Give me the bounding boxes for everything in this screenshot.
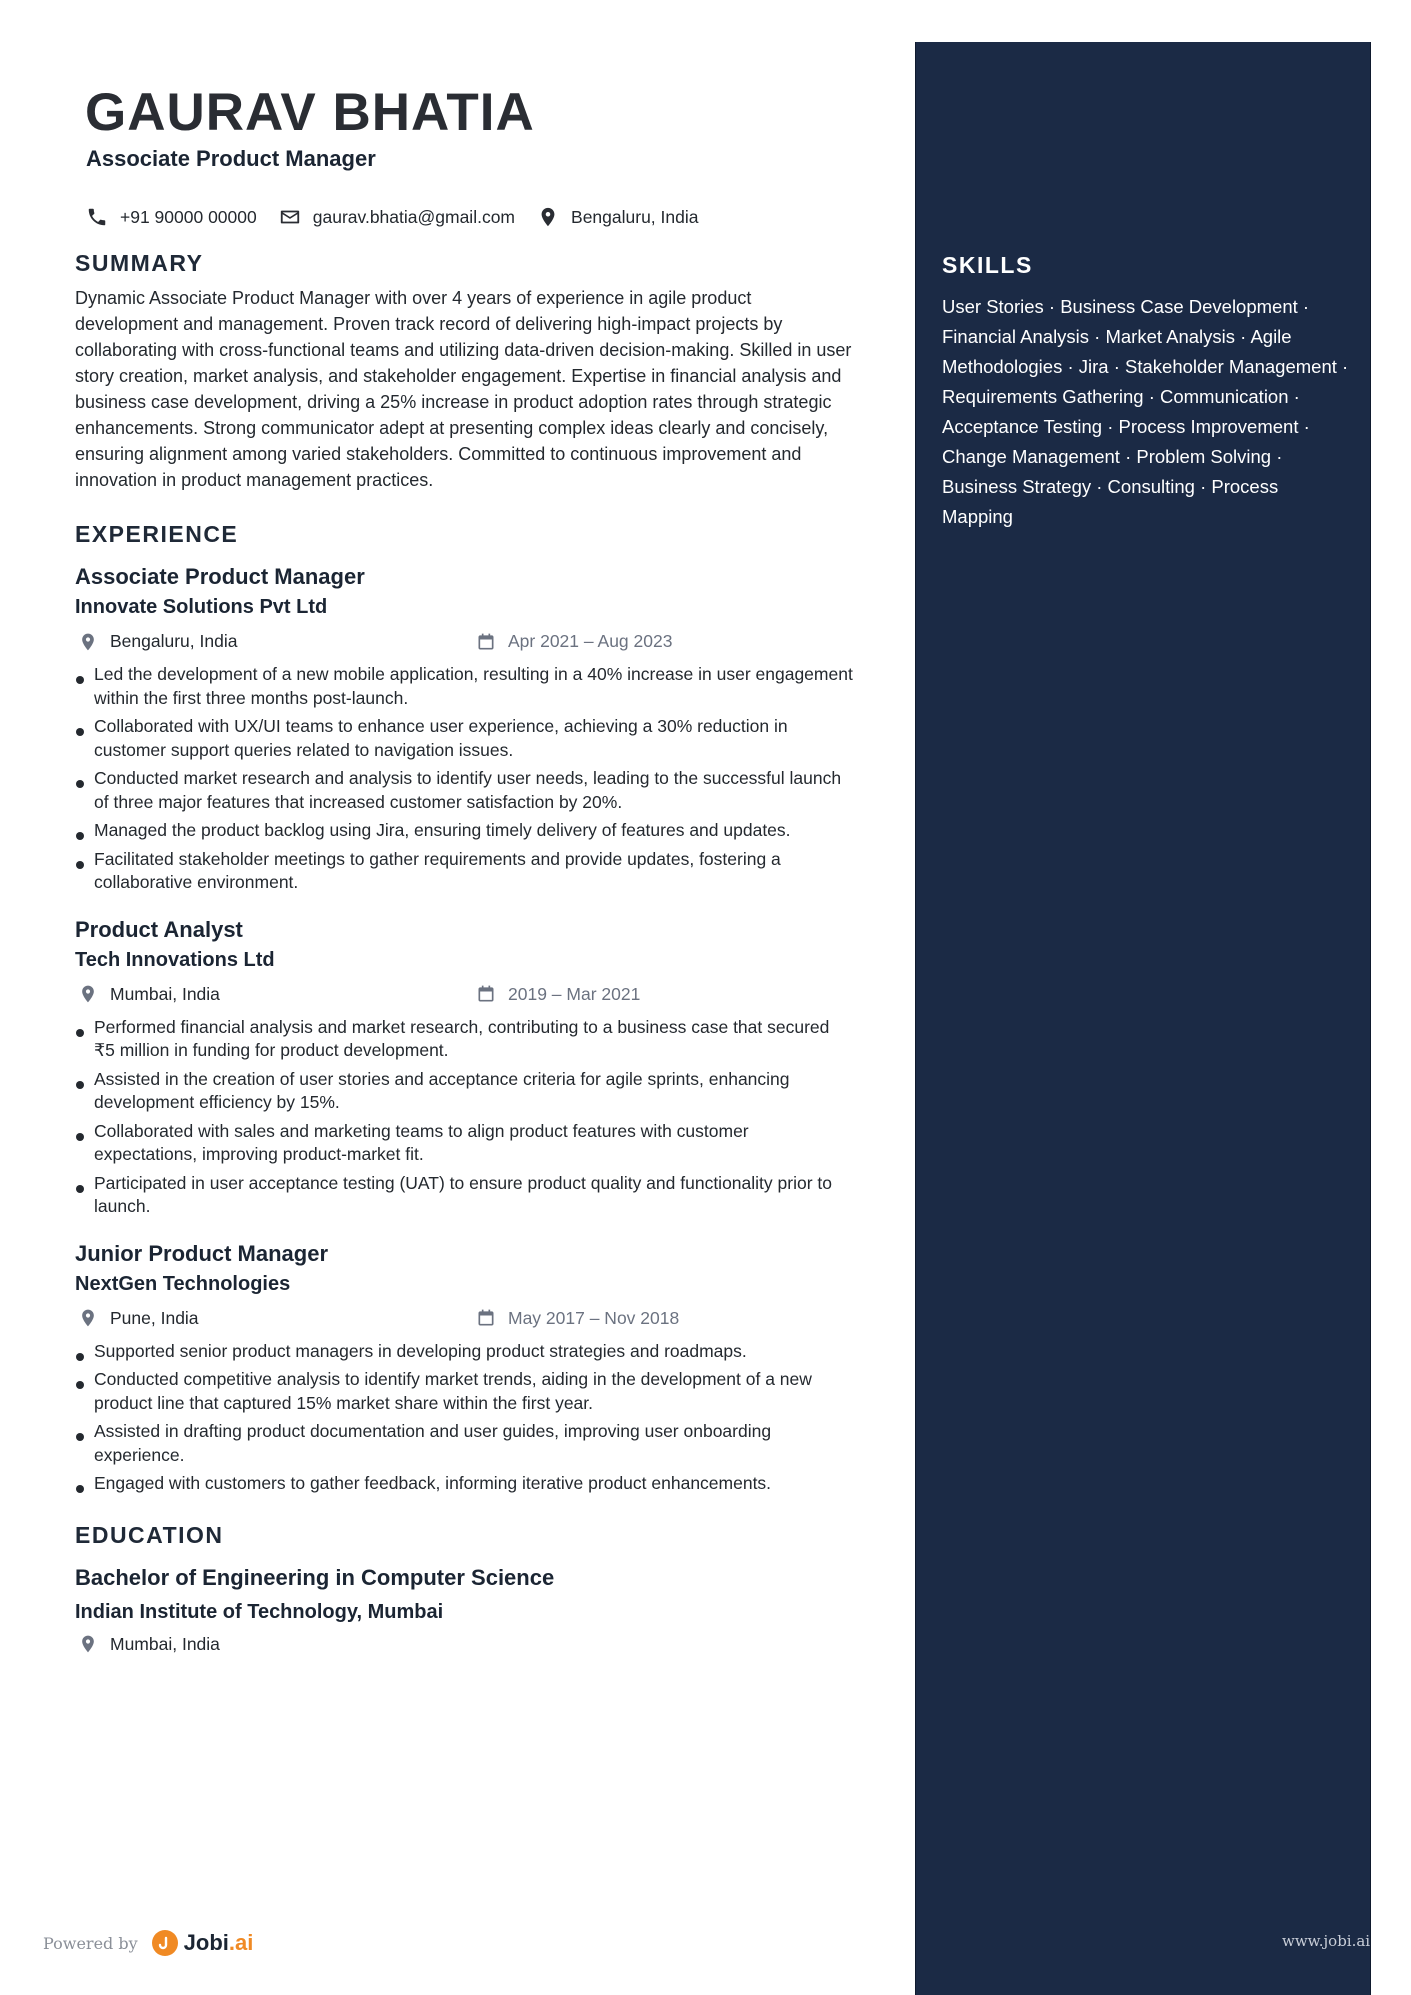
job-dates — [476, 1308, 679, 1329]
company-name: Innovate Solutions Pvt Ltd — [75, 596, 328, 618]
job-location — [78, 631, 237, 652]
skills-list: User Stories · Business Case Development · Financial Analysis · Market Analysis · Agile Methodologies · Jira · Stakeholder Management · Requirements Gathering · Communication · Acceptance Testing · Process Improvement · Change Management · Problem Solving · Business Strategy · Consulting · Process Mapping — [942, 296, 1349, 527]
phone-icon — [86, 206, 108, 228]
location-pin-icon — [78, 984, 98, 1004]
list-item: Engaged with customers to gather feedback, informing iterative product enhancements. — [75, 1472, 855, 1496]
education-location-text: Mumbai, India — [110, 1633, 220, 1654]
job-bullets — [75, 663, 855, 895]
contact-phone[interactable] — [86, 206, 257, 228]
list-item: Assisted in drafting product documentation and user guides, improving user onboarding experience. — [75, 1420, 855, 1467]
main-column — [75, 250, 855, 1660]
job-entry — [75, 564, 855, 895]
company-name: NextGen Technologies — [75, 1272, 291, 1295]
education-section — [75, 1522, 855, 1660]
skills-sidebar — [915, 42, 1371, 1995]
calendar-icon — [476, 984, 496, 1004]
job-dates-text: 2019 – Mar 2021 — [508, 983, 641, 1004]
contact-location — [537, 206, 698, 228]
jobi-logo-icon — [152, 1930, 178, 1956]
contact-email[interactable] — [279, 206, 515, 228]
phone-text: +91 90000 00000 — [120, 206, 257, 227]
job-location-text: Pune, India — [110, 1307, 199, 1328]
job-location-text: Bengaluru, India — [110, 631, 238, 651]
list-item: Performed financial analysis and market research, contributing to a business case that secured ₹5 million in funding for product development. — [75, 1016, 855, 1063]
calendar-icon — [476, 632, 496, 652]
job-dates — [476, 631, 672, 652]
job-dates — [476, 984, 640, 1005]
job-location — [78, 1308, 199, 1329]
brand-name — [184, 1930, 254, 1956]
powered-by-footer[interactable] — [43, 1930, 253, 1956]
list-item: Managed the product backlog using Jira, ensuring timely delivery of features and updates. — [75, 819, 855, 843]
job-meta — [75, 631, 855, 657]
job-bullets — [75, 1016, 855, 1219]
email-text: gaurav.bhatia@gmail.com — [312, 206, 516, 227]
job-bullets — [75, 1340, 855, 1496]
school-name: Indian Institute of Technology, Mumbai — [75, 1600, 444, 1623]
education-meta — [75, 1634, 855, 1660]
education-location — [78, 1634, 220, 1655]
job-title: Junior Product Manager — [75, 1240, 329, 1266]
location-pin-icon — [78, 1634, 98, 1654]
brand-main: Jobi — [183, 1930, 229, 1955]
location-text: Bengaluru, India — [571, 206, 699, 227]
job-location-text: Mumbai, India — [110, 983, 220, 1004]
experience-heading: EXPERIENCE — [75, 521, 239, 547]
calendar-icon — [476, 1308, 496, 1328]
list-item: Conducted competitive analysis to identify market trends, aiding in the development of a new product line that captured 15% market share within the first year. — [75, 1368, 855, 1415]
brand-accent: .ai — [228, 1930, 254, 1955]
list-item: Conducted market research and analysis to identify user needs, leading to the successful launch of three major features that increased customer satisfaction by 20%. — [75, 767, 855, 814]
list-item: Facilitated stakeholder meetings to gather requirements and provide updates, fostering a collaborative environment. — [75, 848, 855, 895]
summary-text: Dynamic Associate Product Manager with over 4 years of experience in agile product development and management. Proven track record of delivering high-impact projects by collaborating with cross-functional teams and utilizing data-driven decision-making. Skilled in user story creation, market analysis, and stakeholder engagement. Expertise in financial analysis and business case development, driving a 25% increase in product adoption rates through strategic enhancements. Strong communicator adept at presenting complex ideas clearly and concisely, ensuring alignment among varied stakeholders. Committed to continuous improvement and innovation in product management practices. — [75, 288, 852, 490]
job-location — [78, 984, 220, 1005]
list-item: Collaborated with UX/UI teams to enhance user experience, achieving a 30% reduction in customer support queries related to navigation issues. — [75, 715, 855, 762]
contact-row — [86, 204, 720, 230]
job-dates-text: Apr 2021 – Aug 2023 — [508, 631, 673, 651]
candidate-role: Associate Product Manager — [86, 146, 376, 171]
summary-section — [75, 250, 855, 493]
powered-by-label: Powered by — [43, 1933, 138, 1953]
location-pin-icon — [78, 1308, 98, 1328]
location-pin-icon — [78, 632, 98, 652]
company-name: Tech Innovations Ltd — [75, 948, 275, 971]
candidate-name: GAURAV BHATIA — [85, 83, 535, 142]
list-item: Participated in user acceptance testing (UAT) to ensure product quality and functionality prior to launch. — [75, 1172, 855, 1219]
skills-heading: SKILLS — [942, 252, 1033, 278]
list-item: Collaborated with sales and marketing teams to align product features with customer expectations, improving product-market fit. — [75, 1120, 855, 1167]
list-item: Led the development of a new mobile application, resulting in a 40% increase in user engagement within the first three months post-launch. — [75, 663, 855, 710]
degree-title: Bachelor of Engineering in Computer Science — [75, 1564, 555, 1590]
experience-section — [75, 521, 855, 1496]
job-entry — [75, 1241, 855, 1496]
list-item: Assisted in the creation of user stories and acceptance criteria for agile sprints, enhancing development efficiency by 15%. — [75, 1068, 855, 1115]
job-title: Associate Product Manager — [75, 564, 365, 589]
summary-heading: SUMMARY — [75, 250, 204, 276]
website-link[interactable]: www.jobi.ai — [1282, 1932, 1371, 1950]
list-item: Supported senior product managers in developing product strategies and roadmaps. — [75, 1340, 855, 1364]
job-entry — [75, 917, 855, 1219]
job-meta — [75, 984, 855, 1010]
email-icon — [279, 206, 301, 228]
education-heading: EDUCATION — [75, 1521, 224, 1548]
job-title: Product Analyst — [75, 916, 243, 942]
job-dates-text: May 2017 – Nov 2018 — [508, 1307, 680, 1328]
job-meta — [75, 1308, 855, 1334]
location-pin-icon — [537, 206, 559, 228]
